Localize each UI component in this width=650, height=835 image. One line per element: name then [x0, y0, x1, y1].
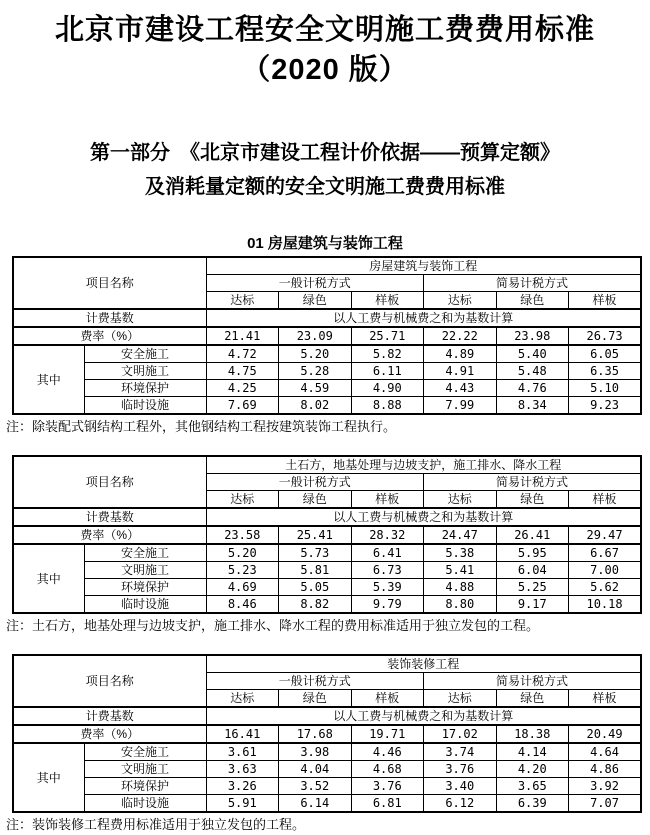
item-value-cell: 3.40 — [424, 778, 497, 795]
fee-base-label-cell: 计费基数 — [13, 707, 206, 725]
item-label-cell: 临时设施 — [84, 795, 206, 813]
fee-table-block — [0, 654, 650, 833]
item-value-cell: 8.34 — [496, 397, 569, 415]
rate-value-cell: 23.09 — [279, 327, 352, 345]
item-value-cell: 8.46 — [206, 596, 279, 614]
tax-general-header-cell: 一般计税方式 — [206, 275, 424, 292]
rate-value-cell: 17.02 — [424, 725, 497, 743]
item-value-cell: 4.43 — [424, 380, 497, 397]
item-row-civilized — [13, 761, 641, 778]
item-value-cell: 7.00 — [569, 562, 642, 579]
item-value-cell: 6.35 — [569, 363, 642, 380]
item-value-cell: 4.64 — [569, 743, 642, 761]
item-row-civilized — [13, 562, 641, 579]
item-label-cell: 临时设施 — [84, 596, 206, 614]
fee-base-label-cell: 计费基数 — [13, 508, 206, 526]
grade-header-cell: 绿色 — [279, 690, 352, 708]
project-name-header-cell: 项目名称 — [13, 456, 206, 508]
item-value-cell: 4.72 — [206, 345, 279, 363]
fee-base-value-cell: 以人工费与机械费之和为基数计算 — [206, 707, 641, 725]
item-value-cell: 10.18 — [569, 596, 642, 614]
grade-header-cell: 绿色 — [279, 491, 352, 509]
scope-header-cell: 土石方，地基处理与边坡支护，施工排水、降水工程 — [206, 456, 641, 474]
grade-header-cell: 样板 — [569, 491, 642, 509]
grade-header-cell: 样板 — [569, 690, 642, 708]
document-header — [0, 0, 650, 254]
section-heading: 01 房屋建筑与装饰工程 — [247, 235, 403, 252]
item-value-cell: 5.91 — [206, 795, 279, 813]
item-value-cell: 7.07 — [569, 795, 642, 813]
rate-value-cell: 19.71 — [351, 725, 424, 743]
rate-label-cell: 费率（%） — [13, 327, 206, 345]
item-value-cell: 5.23 — [206, 562, 279, 579]
document-title — [0, 0, 650, 90]
item-label-cell: 临时设施 — [84, 397, 206, 415]
fee-rate-table — [12, 654, 642, 813]
item-value-cell: 4.25 — [206, 380, 279, 397]
scope-header-row — [13, 456, 641, 474]
item-value-cell: 6.05 — [569, 345, 642, 363]
item-row-environment — [13, 380, 641, 397]
item-value-cell: 5.62 — [569, 579, 642, 596]
scope-header-cell: 装饰装修工程 — [206, 655, 641, 673]
fee-base-row — [13, 309, 641, 327]
item-value-cell: 5.20 — [279, 345, 352, 363]
item-value-cell: 5.40 — [496, 345, 569, 363]
rate-value-cell: 26.73 — [569, 327, 642, 345]
item-value-cell: 4.46 — [351, 743, 424, 761]
item-label-cell: 安全施工 — [84, 743, 206, 761]
item-value-cell: 5.28 — [279, 363, 352, 380]
item-value-cell: 4.20 — [496, 761, 569, 778]
table-note: 注：装饰装修工程费用标准适用于独立发包的工程。 — [6, 817, 306, 832]
item-value-cell: 4.14 — [496, 743, 569, 761]
item-row-temporary — [13, 795, 641, 813]
grade-header-cell: 样板 — [351, 690, 424, 708]
item-value-cell: 3.74 — [424, 743, 497, 761]
document-title-line2: （2020 版） — [241, 54, 409, 86]
item-label-cell: 安全施工 — [84, 345, 206, 363]
rate-value-cell: 24.47 — [424, 526, 497, 544]
item-value-cell: 9.17 — [496, 596, 569, 614]
item-value-cell: 6.04 — [496, 562, 569, 579]
document-title-line1: 北京市建设工程安全文明施工费费用标准 — [54, 14, 595, 46]
item-value-cell: 3.92 — [569, 778, 642, 795]
grade-header-cell: 样板 — [351, 292, 424, 310]
item-value-cell: 3.52 — [279, 778, 352, 795]
item-value-cell: 3.26 — [206, 778, 279, 795]
item-label-cell: 安全施工 — [84, 544, 206, 562]
item-value-cell: 3.61 — [206, 743, 279, 761]
item-value-cell: 4.76 — [496, 380, 569, 397]
table-note: 注：土石方，地基处理与边坡支护，施工排水、降水工程的费用标准适用于独立发包的工程。 — [6, 618, 540, 633]
fee-rate-table — [12, 256, 642, 415]
item-value-cell: 4.86 — [569, 761, 642, 778]
item-value-cell: 6.73 — [351, 562, 424, 579]
item-value-cell: 5.39 — [351, 579, 424, 596]
tax-simple-header-cell: 简易计税方式 — [424, 673, 642, 690]
item-label-cell: 环境保护 — [84, 778, 206, 795]
grade-header-cell: 达标 — [206, 491, 279, 509]
rate-value-cell: 26.41 — [496, 526, 569, 544]
item-value-cell: 5.95 — [496, 544, 569, 562]
grade-header-cell: 达标 — [206, 690, 279, 708]
item-value-cell: 5.41 — [424, 562, 497, 579]
rate-row — [13, 725, 641, 743]
grade-header-cell: 样板 — [351, 491, 424, 509]
item-value-cell: 8.80 — [424, 596, 497, 614]
rate-value-cell: 23.58 — [206, 526, 279, 544]
item-value-cell: 6.11 — [351, 363, 424, 380]
item-value-cell: 5.20 — [206, 544, 279, 562]
grade-header-cell: 样板 — [569, 292, 642, 310]
grade-header-cell: 绿色 — [496, 690, 569, 708]
grade-header-cell: 达标 — [424, 690, 497, 708]
fee-table-block — [0, 455, 650, 634]
rate-row — [13, 526, 641, 544]
item-value-cell: 4.91 — [424, 363, 497, 380]
item-value-cell: 8.02 — [279, 397, 352, 415]
item-row-environment — [13, 778, 641, 795]
tables-container — [0, 256, 650, 833]
tax-simple-header-cell: 简易计税方式 — [424, 275, 642, 292]
tax-general-header-cell: 一般计税方式 — [206, 474, 424, 491]
table-note: 注：除装配式钢结构工程外，其他钢结构工程按建筑装饰工程执行。 — [6, 419, 397, 434]
among-label-cell: 其中 — [13, 544, 84, 613]
tax-general-header-cell: 一般计税方式 — [206, 673, 424, 690]
item-value-cell: 5.82 — [351, 345, 424, 363]
item-value-cell: 4.90 — [351, 380, 424, 397]
item-value-cell: 5.25 — [496, 579, 569, 596]
item-value-cell: 4.04 — [279, 761, 352, 778]
tax-simple-header-cell: 简易计税方式 — [424, 474, 642, 491]
grade-header-cell: 绿色 — [496, 292, 569, 310]
item-value-cell: 3.98 — [279, 743, 352, 761]
rate-value-cell: 21.41 — [206, 327, 279, 345]
item-row-safety — [13, 345, 641, 363]
fee-base-value-cell: 以人工费与机械费之和为基数计算 — [206, 309, 641, 327]
grade-header-cell: 达标 — [206, 292, 279, 310]
item-value-cell: 4.75 — [206, 363, 279, 380]
item-value-cell: 6.39 — [496, 795, 569, 813]
fee-base-row — [13, 707, 641, 725]
item-value-cell: 4.68 — [351, 761, 424, 778]
item-row-safety — [13, 743, 641, 761]
rate-value-cell: 18.38 — [496, 725, 569, 743]
rate-value-cell: 25.41 — [279, 526, 352, 544]
item-value-cell: 4.88 — [424, 579, 497, 596]
fee-rate-table — [12, 455, 642, 614]
item-value-cell: 5.48 — [496, 363, 569, 380]
rate-label-cell: 费率（%） — [13, 725, 206, 743]
part-heading — [0, 136, 650, 204]
item-value-cell: 9.79 — [351, 596, 424, 614]
item-row-civilized — [13, 363, 641, 380]
item-value-cell: 5.81 — [279, 562, 352, 579]
project-name-header-cell: 项目名称 — [13, 257, 206, 309]
item-value-cell: 4.59 — [279, 380, 352, 397]
rate-value-cell: 20.49 — [569, 725, 642, 743]
item-row-temporary — [13, 596, 641, 614]
rate-value-cell: 22.22 — [424, 327, 497, 345]
item-value-cell: 6.12 — [424, 795, 497, 813]
rate-value-cell: 16.41 — [206, 725, 279, 743]
grade-header-cell: 达标 — [424, 292, 497, 310]
item-value-cell: 9.23 — [569, 397, 642, 415]
among-label-cell: 其中 — [13, 345, 84, 414]
item-value-cell: 8.82 — [279, 596, 352, 614]
grade-header-cell: 达标 — [424, 491, 497, 509]
item-value-cell: 8.88 — [351, 397, 424, 415]
among-label-cell: 其中 — [13, 743, 84, 812]
item-value-cell: 5.10 — [569, 380, 642, 397]
item-value-cell: 3.76 — [424, 761, 497, 778]
rate-value-cell: 28.32 — [351, 526, 424, 544]
item-row-environment — [13, 579, 641, 596]
item-value-cell: 5.73 — [279, 544, 352, 562]
item-value-cell: 4.69 — [206, 579, 279, 596]
item-value-cell: 6.81 — [351, 795, 424, 813]
scope-header-cell: 房屋建筑与装饰工程 — [206, 257, 641, 275]
grade-header-cell: 绿色 — [279, 292, 352, 310]
item-value-cell: 4.89 — [424, 345, 497, 363]
rate-value-cell: 17.68 — [279, 725, 352, 743]
item-value-cell: 7.99 — [424, 397, 497, 415]
item-value-cell: 3.63 — [206, 761, 279, 778]
item-label-cell: 环境保护 — [84, 380, 206, 397]
fee-base-row — [13, 508, 641, 526]
fee-base-label-cell: 计费基数 — [13, 309, 206, 327]
item-value-cell: 6.67 — [569, 544, 642, 562]
item-value-cell: 6.41 — [351, 544, 424, 562]
item-value-cell: 5.38 — [424, 544, 497, 562]
item-value-cell: 3.76 — [351, 778, 424, 795]
scope-header-row — [13, 655, 641, 673]
fee-table-block — [0, 256, 650, 435]
item-label-cell: 环境保护 — [84, 579, 206, 596]
item-row-temporary — [13, 397, 641, 415]
item-label-cell: 文明施工 — [84, 363, 206, 380]
item-value-cell: 5.05 — [279, 579, 352, 596]
item-row-safety — [13, 544, 641, 562]
rate-label-cell: 费率（%） — [13, 526, 206, 544]
part-heading-line2: 及消耗量定额的安全文明施工费费用标准 — [145, 176, 505, 198]
part-heading-line1: 第一部分 《北京市建设工程计价依据——预算定额》 — [90, 142, 560, 164]
grade-header-cell: 绿色 — [496, 491, 569, 509]
rate-value-cell: 29.47 — [569, 526, 642, 544]
rate-row — [13, 327, 641, 345]
item-value-cell: 6.14 — [279, 795, 352, 813]
rate-value-cell: 23.98 — [496, 327, 569, 345]
item-value-cell: 3.65 — [496, 778, 569, 795]
item-value-cell: 7.69 — [206, 397, 279, 415]
rate-value-cell: 25.71 — [351, 327, 424, 345]
project-name-header-cell: 项目名称 — [13, 655, 206, 707]
item-label-cell: 文明施工 — [84, 562, 206, 579]
fee-base-value-cell: 以人工费与机械费之和为基数计算 — [206, 508, 641, 526]
item-label-cell: 文明施工 — [84, 761, 206, 778]
scope-header-row — [13, 257, 641, 275]
